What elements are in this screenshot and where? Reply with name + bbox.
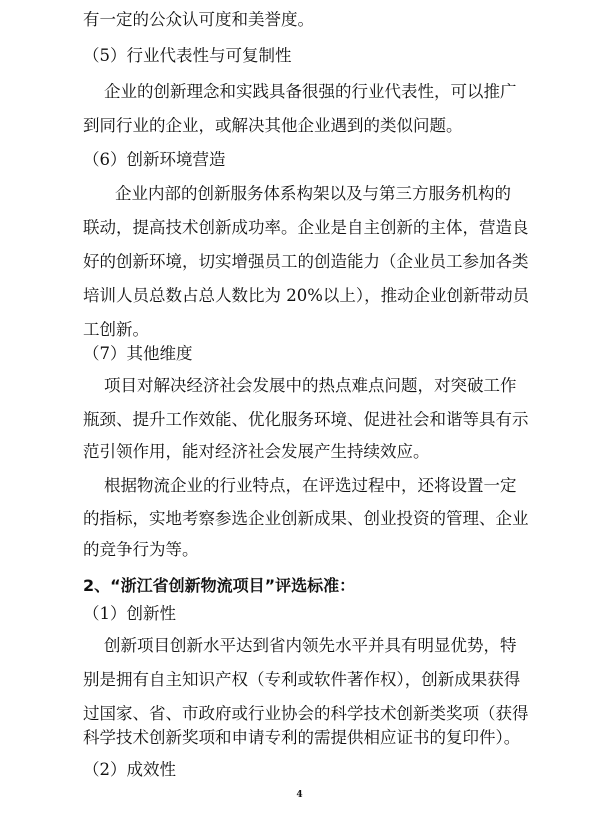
paragraph-line: 别是拥有自主知识产权（专利或软件著作权），创新成果获得: [83, 670, 521, 689]
paragraph-line: 企业的创新理念和实践具备很强的行业代表性，可以推广: [104, 82, 517, 101]
page-number: 4: [296, 790, 303, 800]
paragraph-line: 联动，提高技术创新成功率。企业是自主创新的主体，营造良: [83, 218, 529, 237]
section-heading: （5）行业代表性与可复制性: [83, 46, 292, 65]
paragraph-line: 根据物流企业的行业特点，在评选过程中，还将设置一定: [104, 476, 517, 495]
paragraph-line: 创新项目创新水平达到省内领先水平并具有明显优势，特: [104, 636, 517, 655]
section-heading: （2）成效性: [83, 760, 176, 779]
paragraph-line: 培训人员总数占总人数比为 20%以上），推动企业创新带动员: [83, 286, 530, 305]
section-heading: （7）其他维度: [83, 344, 193, 363]
paragraph-line: 的指标，实地考察参选企业创新成果、创业投资的管理、企业: [83, 509, 529, 528]
criteria-heading: 2、“浙江省创新物流项目”评选标准：: [83, 576, 356, 595]
paragraph-line: 科学技术创新奖项和申请专利的需提供相应证书的复印件）。: [83, 728, 521, 747]
paragraph-line: 范引领作用，能对经济社会发展产生持续效应。: [83, 442, 430, 461]
paragraph-line: 瓶颈、提升工作效能、优化服务环境、促进社会和谐等具有示: [83, 410, 529, 429]
section-heading: （6）创新环境营造: [83, 150, 226, 169]
paragraph-line: 到同行业的企业，或解决其他企业遇到的类似问题。: [83, 116, 463, 135]
paragraph-line: 好的创新环境，切实增强员工的创造能力（企业员工参加各类: [83, 252, 529, 271]
paragraph-line: 项目对解决经济社会发展中的热点难点问题，对突破工作: [104, 376, 517, 395]
paragraph-line: 企业内部的创新服务体系构架以及与第三方服务机构的: [115, 184, 511, 203]
paragraph-line: 过国家、省、市政府或行业协会的科学技术创新类奖项（获得: [83, 704, 529, 723]
paragraph-line: 工创新。: [83, 320, 149, 339]
paragraph-line: 的竞争行为等。: [83, 540, 199, 559]
section-heading: （1）创新性: [83, 604, 176, 623]
paragraph-line: 有一定的公众认可度和美誉度。: [83, 10, 314, 29]
